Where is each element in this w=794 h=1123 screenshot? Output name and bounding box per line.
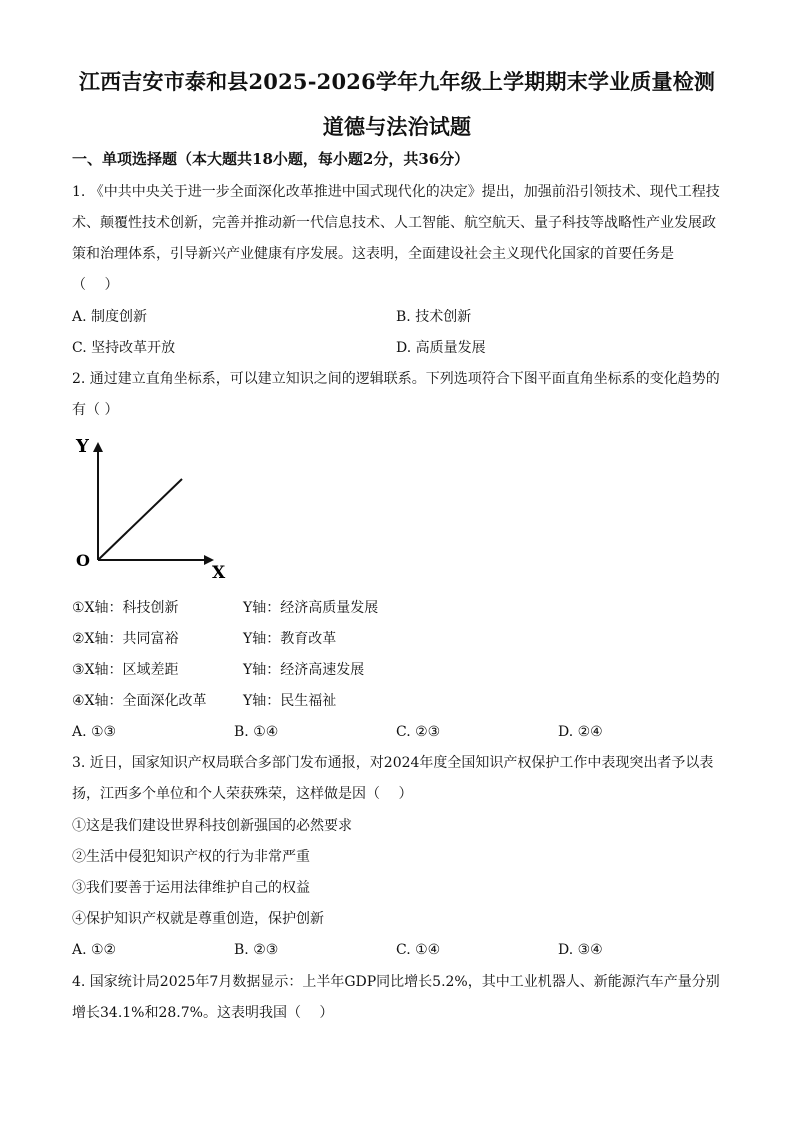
q1-option-c: C. 坚持改革开放 (72, 340, 176, 356)
coordinate-graph (72, 432, 232, 582)
q1-option-a: A. 制度创新 (72, 309, 148, 325)
q3-item-1: ①这是我们建设世界科技创新强国的必然要求 (72, 818, 352, 834)
graph-trend-line (98, 479, 182, 560)
q3-option-d: D. ③④ (558, 942, 603, 958)
exam-title: 江西吉安市泰和县2025-2026学年九年级上学期期末学业质量检测 (78, 69, 716, 94)
graph-y-arrow-icon (93, 442, 103, 452)
exam-subtitle: 道德与法治试题 (322, 114, 472, 139)
q2-item-4-x: ④X轴：全面深化改革 (72, 693, 207, 709)
q2-option-b: B. ①④ (234, 724, 279, 740)
q3-item-2: ②生活中侵犯知识产权的行为非常严重 (72, 849, 310, 865)
q3-item-3: ③我们要善于运用法律维护自己的权益 (72, 880, 310, 896)
q2-item-1-y: Y轴：经济高质量发展 (243, 600, 379, 616)
q2-option-c: C. ②③ (396, 724, 441, 740)
q2-item-3-x: ③X轴：区域差距 (72, 662, 179, 678)
q3-stem-line-1: 3. 近日，国家知识产权局联合多部门发布通报，对2024年度全国知识产权保护工作中表现突出者予以表 (72, 755, 714, 771)
graph-y-label: Y (76, 436, 89, 457)
q2-item-2-x: ②X轴：共同富裕 (72, 631, 179, 647)
q1-stem-line-1: 1. 《中共中央关于进一步全面深化改革推进中国式现代化的决定》提出，加强前沿引领技术、现代工程技 (72, 184, 720, 200)
q1-stem-line-2: 术、颠覆性技术创新，完善并推动新一代信息技术、人工智能、航空航天、量子科技等战略性产业发展政 (72, 215, 716, 231)
q2-stem-line-1: 2. 通过建立直角坐标系，可以建立知识之间的逻辑联系。下列选项符合下图平面直角坐标系的变化趋势的 (72, 371, 720, 387)
q3-stem-line-2: 扬，江西多个单位和个人荣获殊荣，这样做是因（ ） (72, 786, 413, 802)
q4-stem-line-1: 4. 国家统计局2025年7月数据显示：上半年GDP同比增长5.2%，其中工业机器人、新能源汽车产量分别 (72, 974, 720, 990)
q1-stem-line-4: （ ） (72, 277, 119, 293)
q4-stem-line-2: 增长34.1%和28.7%。这表明我国（ ） (72, 1005, 334, 1021)
q1-option-d: D. 高质量发展 (396, 340, 486, 356)
graph-x-label: X (212, 563, 226, 582)
q2-item-2-y: Y轴：教育改革 (243, 631, 337, 647)
q1-option-b: B. 技术创新 (396, 309, 472, 325)
graph-origin-label: O (76, 551, 90, 570)
q3-option-a: A. ①② (72, 942, 117, 958)
q3-option-b: B. ②③ (234, 942, 279, 958)
section-heading: 一、单项选择题（本大题共18小题，每小题2分，共36分） (72, 150, 470, 168)
q1-stem-line-3: 策和治理体系，引导新兴产业健康有序发展。这表明，全面建设社会主义现代化国家的首要任务是 (72, 246, 674, 262)
q2-item-4-y: Y轴：民生福祉 (243, 693, 337, 709)
q2-option-a: A. ①③ (72, 724, 117, 740)
q3-option-c: C. ①④ (396, 942, 441, 958)
q2-item-1-x: ①X轴：科技创新 (72, 600, 179, 616)
q2-option-d: D. ②④ (558, 724, 603, 740)
q2-item-3-y: Y轴：经济高速发展 (243, 662, 365, 678)
q2-stem-line-2: 有（ ） (72, 402, 119, 418)
q3-item-4: ④保护知识产权就是尊重创造，保护创新 (72, 911, 324, 927)
